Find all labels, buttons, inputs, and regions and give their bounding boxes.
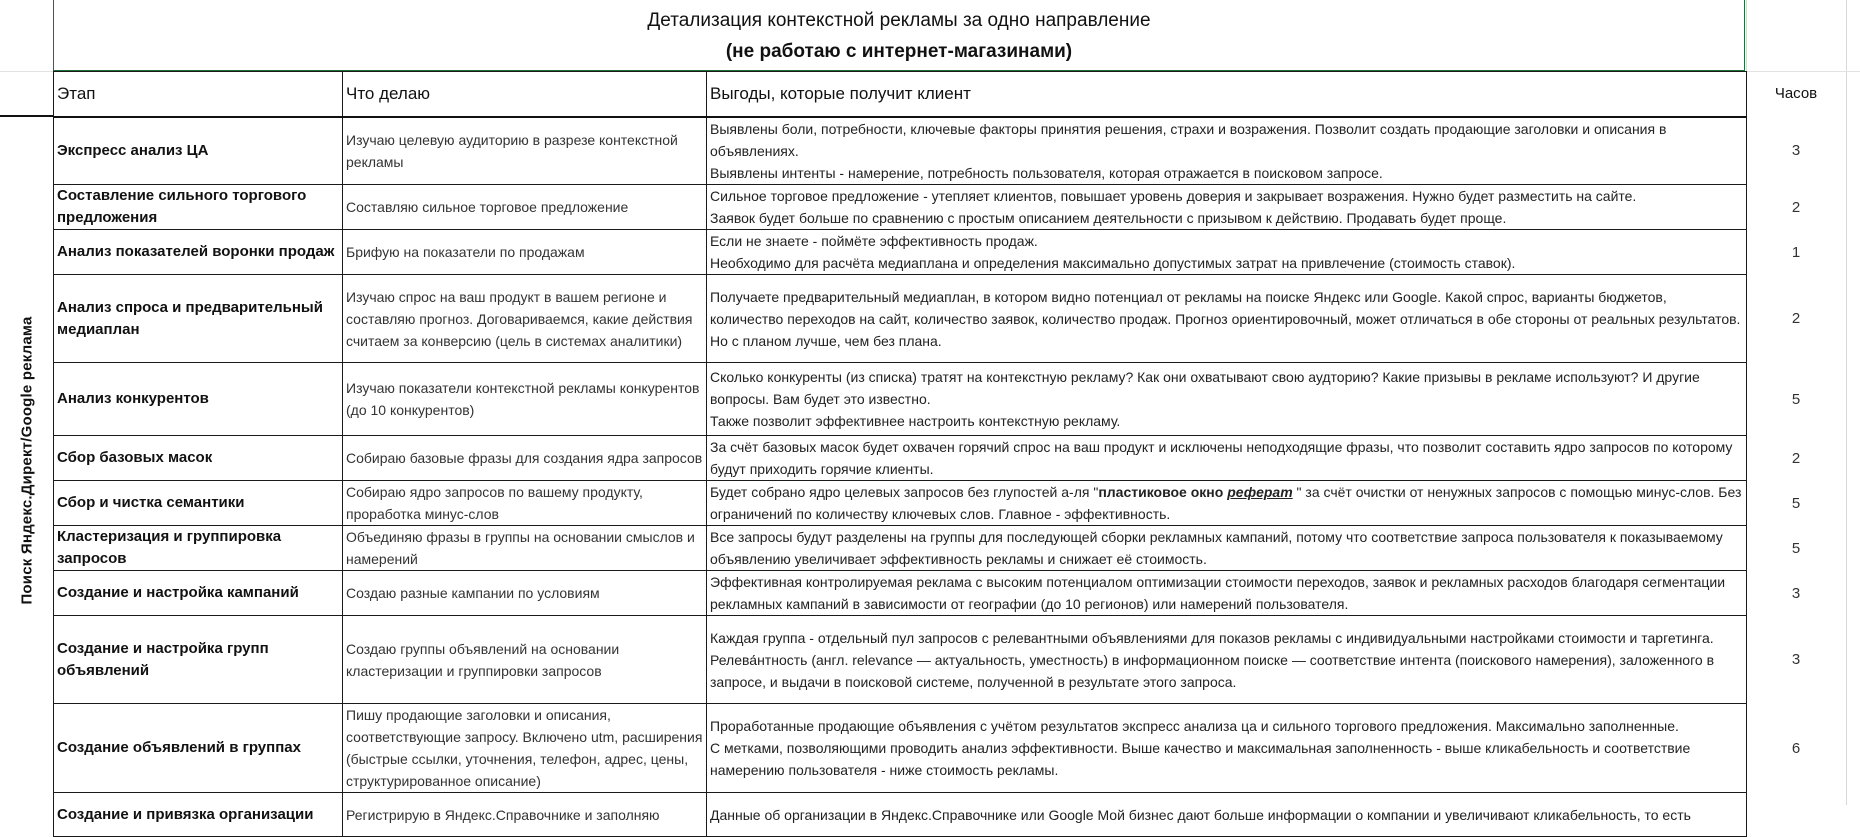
hours-cell[interactable]: 5 xyxy=(1791,539,1801,557)
benefit-cell[interactable] xyxy=(707,616,1747,704)
hours-cell[interactable]: 3 xyxy=(1791,584,1801,602)
header-hours[interactable]: Часов xyxy=(1774,85,1818,102)
stage-cell[interactable]: Экспресс анализ ЦА xyxy=(54,117,343,185)
what-cell[interactable]: Изучаю спрос на ваш продукт в вашем регионе и составляю прогноз. Договариваемся, какие действия считаем за конверсию (цель в системах аналитики) xyxy=(343,275,707,363)
benefit-line: Эффективная контролируемая реклама с высоким потенциалом оптимизации стоимости переходов, заявок и рекламных расходов благодаря сегментации рекламных кампаний в зависимости от географии (до 10 регионов) или намерений пользователя. xyxy=(710,574,1726,612)
hours-cell[interactable]: 5 xyxy=(1791,494,1801,512)
benefit-line: Заявок будет больше по сравнению с простым описанием деятельности с призывом к действию. Продавать будет проще. xyxy=(710,210,1507,226)
what-cell[interactable]: Изучаю целевую аудиторию в разрезе контекстной рекламы xyxy=(343,117,707,185)
what-cell[interactable]: Объединяю фразы в группы на основании смыслов и намерений xyxy=(343,526,707,571)
table-row xyxy=(54,704,1747,793)
table-row xyxy=(54,481,1747,526)
benefit-line: За счёт базовых масок будет охвачен горячий спрос на ваш продукт и исключены неподходящие фразы, что позволит составить ядро запросов по которому будут приходить горячие клиенты. xyxy=(710,439,1733,477)
title-line-1: Детализация контекстной рекламы за одно направление xyxy=(647,10,1151,31)
what-cell[interactable]: Собираю ядро запросов по вашему продукту, проработка минус-слов xyxy=(343,481,707,526)
benefit-emphasis-text: реферат xyxy=(1227,484,1293,500)
benefit-cell[interactable] xyxy=(707,363,1747,436)
benefit-cell[interactable] xyxy=(707,481,1747,526)
benefit-line: Выявлены боли, потребности, ключевые факторы принятия решения, страхи и возражения. Позволит создать продающие заголовки и описания в объявлениях. xyxy=(710,121,1667,159)
table-row xyxy=(54,185,1747,230)
what-cell[interactable]: Брифую на показатели по продажам xyxy=(343,230,707,275)
stage-cell[interactable]: Анализ показателей воронки продаж xyxy=(54,230,343,275)
stage-cell[interactable]: Кластеризация и группировка запросов xyxy=(54,526,343,571)
benefit-line: Сильное торговое предложение - утепляет клиентов, повышает уровень доверия и закрывает возражения. Нужно будет разместить на сайте. xyxy=(710,188,1637,204)
benefit-cell[interactable] xyxy=(707,275,1747,363)
benefit-line: Релева́нтность (англ. relevance — актуальность, уместность) в информационном поиске — соответствие интента (поискового намерения), заложенного в запросе, и выдачи в поисковой системе, полученной в результате этого запроса. xyxy=(710,651,1715,690)
header-row xyxy=(54,72,1747,118)
gridline xyxy=(1846,0,1847,805)
header-benefit[interactable]: Выгоды, которые получит клиент xyxy=(707,72,1747,118)
stage-cell[interactable]: Создание и настройка кампаний xyxy=(54,571,343,616)
benefit-cell[interactable] xyxy=(707,571,1747,616)
stage-cell[interactable]: Сбор базовых масок xyxy=(54,436,343,481)
what-cell[interactable]: Пишу продающие заголовки и описания, соответствующие запросу. Включено utm, расширения (быстрые ссылки, уточнения, телефон, адрес, цены, структурированное описание) xyxy=(343,704,707,793)
stage-cell[interactable]: Анализ спроса и предварительный медиаплан xyxy=(54,275,343,363)
benefit-text: Будет собрано ядро целевых запросов без глупостей а-ля " xyxy=(710,484,1099,500)
hours-cell[interactable]: 3 xyxy=(1791,650,1801,668)
table-row xyxy=(54,363,1747,436)
what-cell[interactable]: Собираю базовые фразы для создания ядра запросов xyxy=(343,436,707,481)
hours-cell[interactable]: 6 xyxy=(1791,739,1801,757)
benefit-text: " за счёт очистки от ненужных запросов с помощью минус-слов. Без ограничений по количеству ключевых слов. Главное - эффективность. xyxy=(710,484,1742,522)
what-cell[interactable]: Изучаю показатели контекстной рекламы конкурентов (до 10 конкурентов) xyxy=(343,363,707,436)
table-row xyxy=(54,793,1747,837)
table-row xyxy=(54,571,1747,616)
what-cell[interactable]: Создаю разные кампании по условиям xyxy=(343,571,707,616)
hours-cell[interactable]: 2 xyxy=(1791,198,1801,216)
benefit-line: Также позволит эффективнее настроить контекстную рекламу. xyxy=(710,413,1121,429)
hours-cell[interactable]: 3 xyxy=(1791,142,1801,159)
benefit-cell[interactable] xyxy=(707,185,1747,230)
benefit-line: Если не знаете - поймёте эффективность продаж. xyxy=(710,233,1038,249)
table-row xyxy=(54,117,1747,185)
benefit-bold-text: пластиковое окно xyxy=(1098,484,1228,500)
side-label-text: Поиск Яндекс.Директ/Google реклама xyxy=(18,316,36,605)
side-category-label[interactable] xyxy=(6,116,48,805)
header-stage[interactable]: Этап xyxy=(54,72,343,118)
header-what[interactable]: Что делаю xyxy=(343,72,707,118)
stage-cell[interactable]: Анализ конкурентов xyxy=(54,363,343,436)
benefit-cell[interactable] xyxy=(707,526,1747,571)
stage-cell[interactable]: Создание объявлений в группах xyxy=(54,704,343,793)
benefit-line: Проработанные продающие объявления с учётом результатов экспресс анализа ца и сильного торгового предложения. Максимально заполненные. xyxy=(710,718,1679,734)
table-row xyxy=(54,275,1747,363)
title-line-2: (не работаю с интернет-магазинами) xyxy=(725,41,1073,62)
benefit-cell[interactable] xyxy=(707,117,1747,185)
what-cell[interactable]: Создаю группы объявлений на основании кластеризации и группировки запросов xyxy=(343,616,707,704)
what-cell[interactable]: Составляю сильное торговое предложение xyxy=(343,185,707,230)
detail-table xyxy=(53,71,1747,837)
stage-cell[interactable]: Составление сильного торгового предложения xyxy=(54,185,343,230)
sheet-title[interactable] xyxy=(53,0,1745,71)
benefit-cell[interactable] xyxy=(707,704,1747,793)
benefit-line: С метками, позволяющими проводить анализ эффективности. Выше качество и максимальная заполненность - выше кликабельность и соответствие намерению пользователя - ниже стоимость рекламы. xyxy=(710,740,1691,778)
benefit-line: Необходимо для расчёта медиаплана и определения максимально допустимых затрат на привлечение (стоимость ставок). xyxy=(710,255,1516,271)
hours-cell[interactable]: 5 xyxy=(1791,390,1801,408)
hours-cell[interactable]: 2 xyxy=(1791,449,1801,467)
table-row xyxy=(54,230,1747,275)
benefit-cell[interactable] xyxy=(707,230,1747,275)
benefit-line: Все запросы будут разделены на группы для последующей сборки рекламных кампаний, потому что соответствие запроса пользователя к показываемому объявлению увеличивает эффективность рекламы и снижает её стоимость. xyxy=(710,529,1723,567)
benefit-cell[interactable] xyxy=(707,436,1747,481)
table-row xyxy=(54,616,1747,704)
what-cell[interactable]: Регистрирую в Яндекс.Справочнике и заполняю xyxy=(343,793,707,837)
hours-cell[interactable]: 2 xyxy=(1791,309,1801,327)
benefit-line: Каждая группа - отдельный пул запросов с релевантными объявлениями для показов рекламы с индивидуальными настройками стоимости и таргетинга. xyxy=(710,629,1714,646)
hours-cell[interactable] xyxy=(1746,793,1846,837)
hours-cell[interactable]: 1 xyxy=(1791,243,1801,261)
benefit-line: Получаете предварительный медиаплан, в котором видно потенциал от рекламы на поиске Яндекс или Google. Какой спрос, варианты бюджетов, количество переходов на сайт, количество заявок, количество продаж. Прогноз ориентировочный, может отличаться в обе стороны от реальных результатов. Но с планом лучше, чем без плана. xyxy=(710,288,1741,349)
stage-cell[interactable]: Сбор и чистка семантики xyxy=(54,481,343,526)
stage-cell[interactable]: Создание и привязка организации xyxy=(54,793,343,837)
benefit-line: Данные об организации в Яндекс.Справочнике или Google Мой бизнес дают больше информации о компании и увеличивают кликабельность, то есть xyxy=(710,806,1691,823)
table-row xyxy=(54,436,1747,481)
benefit-line: Сколько конкуренты (из списка) тратят на контекстную рекламу? Как они охватывают свою аудторию? Какие призывы в рекламе используют? И другие вопросы. Вам будет это известно. xyxy=(710,369,1700,407)
benefit-cell[interactable] xyxy=(707,793,1747,837)
benefit-line: Выявлены интенты - намерение, потребность пользователя, которая отражается в поисковом запросе. xyxy=(710,165,1383,181)
stage-cell[interactable]: Создание и настройка групп объявлений xyxy=(54,616,343,704)
table-row xyxy=(54,526,1747,571)
